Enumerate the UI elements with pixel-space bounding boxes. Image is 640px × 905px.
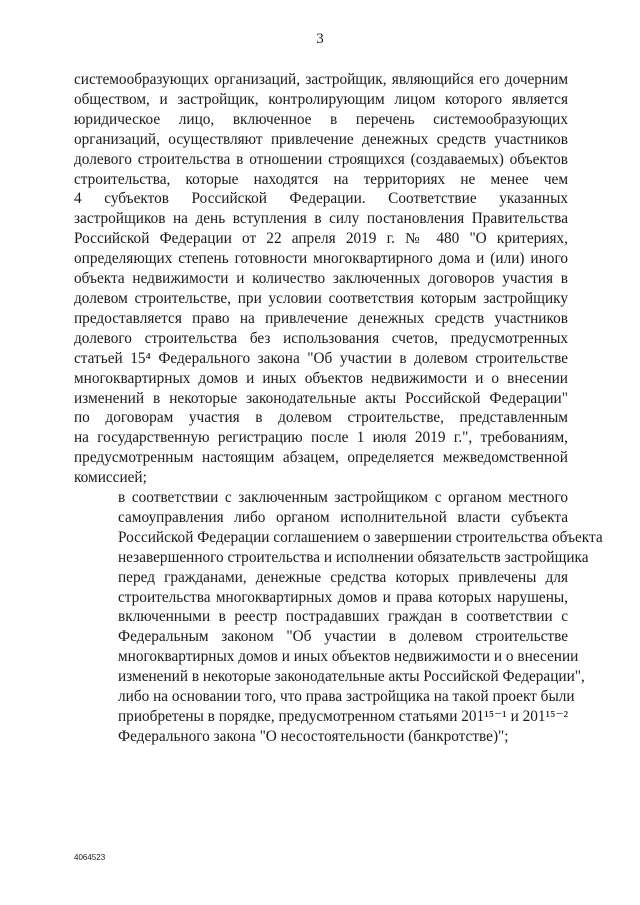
text-line: комиссией; — [74, 469, 147, 487]
paragraph — [74, 488, 603, 747]
text-line: Российской Федерации соглашением о завершении строительства объекта — [118, 528, 603, 546]
text-line: Федеральным законом "Об участии в долевом строительстве — [118, 628, 568, 646]
text-line: долевом строительстве, при условии соответствия которым застройщику — [74, 289, 568, 307]
text-line: системообразующих организаций, застройщик, являющийся его дочерним — [74, 71, 568, 88]
text-line: Российской Федерации от 22 апреля 2019 г. № 480 "О критериях, — [74, 230, 568, 248]
text-line: застройщиков на день вступления в силу постановления Правительства — [74, 210, 568, 228]
text-line: объекта недвижимости и количество заключенных договоров участия в — [74, 270, 568, 288]
page-number: 3 — [316, 31, 324, 47]
text-line: Федерального закона "О несостоятельности (банкротстве)"; — [118, 727, 509, 745]
text-line: по договорам участия в долевом строительстве, представленным — [74, 409, 568, 427]
document-id: 4064523 — [74, 853, 106, 862]
text-line: организаций, осуществляют привлечение денежных средств участников — [74, 130, 568, 148]
text-line: самоуправления либо органом исполнительной власти субъекта — [118, 508, 568, 526]
text-line: изменений в некоторые законодательные акты Российской Федерации", — [118, 668, 585, 686]
text-line: либо на основании того, что права застройщика на такой проект были — [118, 688, 575, 706]
text-line: на государственную регистрацию после 1 июля 2019 г.", требованиям, — [74, 429, 568, 447]
paragraph — [74, 70, 568, 488]
text-line: обществом, и застройщик, контролирующим лицом которого является — [74, 90, 568, 108]
text-line: определяющих степень готовности многоквартирного дома и (или) иного — [74, 250, 568, 268]
text-line: долевого строительства без использования счетов, предусмотренных — [74, 329, 568, 347]
text-line: долевого строительства в отношении строящихся (создаваемых) объектов — [74, 150, 568, 168]
text-line: незавершенного строительства и исполнении обязательств застройщика — [118, 548, 589, 566]
text-line: 4 субъектов Российской Федерации. Соответствие указанных — [74, 190, 568, 208]
text-line: юридическое лицо, включенное в перечень системообразующих — [74, 110, 568, 128]
text-line: предусмотренным настоящим абзацем, определяется межведомственной — [74, 449, 568, 467]
text-line: предоставляется право на привлечение денежных средств участников — [74, 309, 568, 327]
text-line: многоквартирных домов и иных объектов недвижимости и о внесении — [74, 369, 568, 387]
text-line: строительства многоквартирных домов и права которых нарушены, — [118, 588, 568, 606]
body-text — [74, 70, 603, 747]
text-line: включенными в реестр пострадавших граждан в соответствии с — [118, 608, 568, 626]
text-line: приобретены в порядке, предусмотренном статьями 201¹⁵⁻¹ и 201¹⁵⁻² — [118, 708, 569, 725]
text-line: перед гражданами, денежные средства которых привлечены для — [118, 568, 568, 586]
text-line: многоквартирных домов и иных объектов недвижимости и о внесении — [118, 648, 579, 666]
text-line: строительства, которые находятся на территориях не менее чем — [74, 170, 568, 188]
text-line: в соответствии с заключенным застройщиком с органом местного — [118, 489, 568, 507]
text-line: статьей 15⁴ Федерального закона "Об участии в долевом строительстве — [74, 349, 568, 367]
text-line: изменений в некоторые законодательные акты Российской Федерации" — [74, 389, 568, 407]
